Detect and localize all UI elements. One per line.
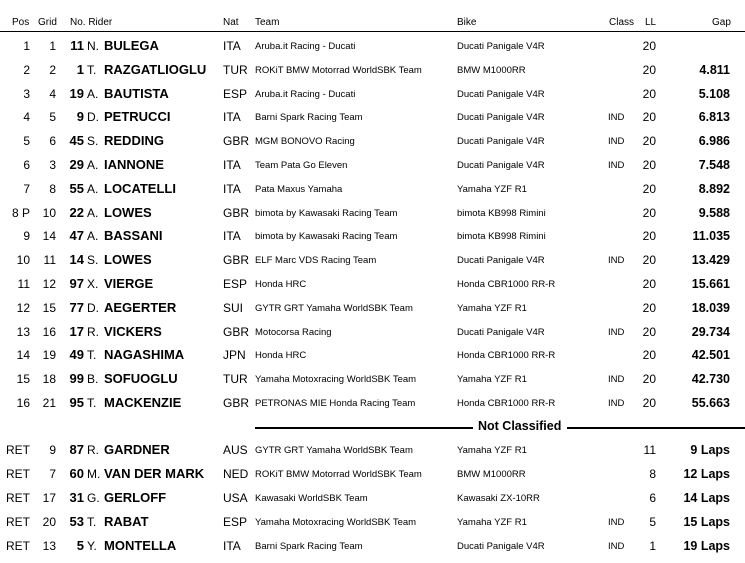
grid-cell: 20 <box>42 515 56 529</box>
grid-cell: 5 <box>49 110 56 125</box>
nationality-cell: ITA <box>223 39 241 53</box>
laps-led-cell: 20 <box>642 253 656 268</box>
laps-led-cell: 20 <box>642 372 656 387</box>
nationality-cell: ITA <box>223 229 241 244</box>
rider-initial-cell: A. <box>87 181 99 196</box>
team-cell: bimota by Kawasaki Racing Team <box>255 231 398 243</box>
header-team: Team <box>255 17 280 28</box>
bike-cell: Ducati Panigale V4R <box>457 541 545 552</box>
rider-name-cell: LOCATELLI <box>104 180 176 196</box>
class-cell: IND <box>608 398 625 409</box>
class-cell: IND <box>608 136 625 148</box>
not-classified-separator <box>255 418 745 438</box>
result-row <box>0 486 745 510</box>
gap-cell: 9.588 <box>698 205 730 220</box>
team-cell: Barni Spark Racing Team <box>255 541 363 552</box>
grid-cell: 12 <box>42 277 56 291</box>
position-cell: RET <box>6 491 30 505</box>
rider-name-cell: LOWES <box>104 204 152 220</box>
team-cell: Team Pata Go Eleven <box>255 160 348 171</box>
bike-number-cell: 77 <box>69 299 84 315</box>
gap-cell: 15 Laps <box>683 515 730 529</box>
class-cell: IND <box>608 326 625 338</box>
rider-initial-cell: R. <box>87 324 99 339</box>
nationality-cell: ESP <box>223 515 248 529</box>
rider-name-cell: VAN DER MARK <box>104 466 205 481</box>
laps-led-cell: 20 <box>642 324 656 339</box>
laps-led-cell: 6 <box>649 491 656 505</box>
gap-cell: 4.811 <box>699 62 730 77</box>
laps-led-cell: 20 <box>642 300 656 315</box>
rider-name-cell: GARDNER <box>104 442 170 457</box>
position-cell: 6 <box>23 158 30 172</box>
gap-cell: 42.730 <box>691 372 730 387</box>
result-row <box>0 272 745 296</box>
class-cell: IND <box>608 160 625 171</box>
bike-cell: Ducati Panigale V4R <box>457 326 545 338</box>
result-row <box>0 82 745 106</box>
rider-name-cell: IANNONE <box>104 157 164 172</box>
team-cell: Aruba.it Racing - Ducati <box>255 88 356 100</box>
position-cell: 4 <box>23 110 30 125</box>
team-cell: Kawasaki WorldSBK Team <box>255 493 368 504</box>
gap-cell: 15.661 <box>691 277 730 291</box>
position-cell: 14 <box>16 348 30 363</box>
rider-name-cell: PETRUCCI <box>104 109 171 125</box>
nationality-cell: ESP <box>223 277 248 291</box>
rider-initial-cell: X. <box>87 277 99 291</box>
grid-cell: 10 <box>42 205 56 220</box>
nationality-cell: GBR <box>223 205 250 220</box>
bike-number-cell: 97 <box>69 276 84 291</box>
rider-name-cell: MACKENZIE <box>104 395 182 410</box>
nationality-cell: ESP <box>223 86 248 101</box>
header-nat: Nat <box>223 17 239 28</box>
bike-cell: BMW M1000RR <box>457 469 526 480</box>
result-row <box>0 248 745 272</box>
class-cell: IND <box>608 255 625 267</box>
laps-led-cell: 20 <box>642 181 656 196</box>
position-cell: 12 <box>16 300 30 315</box>
position-cell: RET <box>6 539 30 553</box>
bike-number-cell: 19 <box>69 85 84 101</box>
bike-cell: Kawasaki ZX-10RR <box>457 493 540 504</box>
position-cell: RET <box>6 467 30 481</box>
nationality-cell: USA <box>223 491 248 505</box>
header-ll: LL <box>645 17 657 28</box>
bike-cell: Ducati Panigale V4R <box>457 41 545 52</box>
rider-name-cell: RABAT <box>104 514 149 529</box>
position-cell: 10 <box>16 253 30 268</box>
rider-initial-cell: B. <box>87 372 99 387</box>
laps-led-cell: 20 <box>642 348 656 363</box>
header-no-rider: No. Rider <box>70 17 113 28</box>
header-gap: Gap <box>712 17 731 28</box>
team-cell: Motocorsa Racing <box>255 326 332 338</box>
team-cell: ROKiT BMW Motorrad WorldSBK Team <box>255 64 422 76</box>
rider-name-cell: RAZGATLIOGLU <box>104 61 207 77</box>
bike-number-cell: 5 <box>76 538 84 553</box>
grid-cell: 8 <box>49 181 56 196</box>
class-cell: IND <box>608 112 625 124</box>
header-pos: Pos <box>12 17 30 28</box>
rider-name-cell: AEGERTER <box>104 299 177 315</box>
grid-cell: 17 <box>42 491 56 505</box>
team-cell: MGM BONOVO Racing <box>255 136 355 148</box>
rider-initial-cell: T. <box>87 348 97 363</box>
result-row <box>0 391 745 415</box>
rider-name-cell: BAUTISTA <box>104 85 169 101</box>
laps-led-cell: 20 <box>642 134 656 149</box>
laps-led-cell: 20 <box>642 62 656 77</box>
bike-cell: Yamaha YZF R1 <box>457 183 527 195</box>
laps-led-cell: 20 <box>642 229 656 244</box>
rider-name-cell: BULEGA <box>104 38 159 53</box>
team-cell: PETRONAS MIE Honda Racing Team <box>255 398 416 409</box>
grid-cell: 16 <box>42 324 56 339</box>
grid-cell: 13 <box>42 539 56 553</box>
bike-number-cell: 55 <box>69 180 84 196</box>
header-bike: Bike <box>457 17 477 28</box>
team-cell: Honda HRC <box>255 279 307 290</box>
gap-cell: 6.986 <box>698 134 730 149</box>
position-cell: 3 <box>23 86 30 101</box>
gap-cell: 8.892 <box>698 181 730 196</box>
laps-led-cell: 20 <box>642 110 656 125</box>
bike-cell: Ducati Panigale V4R <box>457 255 545 267</box>
nationality-cell: GBR <box>223 134 250 149</box>
laps-led-cell: 20 <box>642 39 656 53</box>
laps-led-cell: 8 <box>649 467 656 481</box>
rider-initial-cell: D. <box>87 300 99 315</box>
rider-initial-cell: D. <box>87 110 99 125</box>
rider-initial-cell: M. <box>87 467 101 481</box>
team-cell: ROKiT BMW Motorrad WorldSBK Team <box>255 469 422 480</box>
bike-cell: Honda CBR1000 RR-R <box>457 279 556 290</box>
bike-cell: Honda CBR1000 RR-R <box>457 350 556 362</box>
nationality-cell: GBR <box>223 324 250 339</box>
result-row <box>0 34 745 58</box>
header-grid: Grid <box>38 17 57 28</box>
laps-led-cell: 20 <box>642 205 656 220</box>
position-cell: 15 <box>16 372 30 387</box>
rider-initial-cell: A. <box>87 86 99 101</box>
nationality-cell: JPN <box>223 348 246 363</box>
bike-cell: Yamaha YZF R1 <box>457 302 527 314</box>
laps-led-cell: 20 <box>642 396 656 410</box>
rider-initial-cell: T. <box>87 515 97 529</box>
position-cell: 9 <box>23 229 30 244</box>
bike-cell: Yamaha YZF R1 <box>457 445 527 456</box>
bike-cell: bimota KB998 Rimini <box>457 231 546 243</box>
result-row <box>0 320 745 344</box>
nationality-cell: AUS <box>223 443 248 457</box>
bike-number-cell: 49 <box>69 347 84 363</box>
bike-number-cell: 95 <box>69 395 84 410</box>
rider-name-cell: VICKERS <box>104 323 162 339</box>
grid-cell: 6 <box>49 134 56 149</box>
bike-number-cell: 29 <box>69 157 84 172</box>
result-row <box>0 153 745 177</box>
rider-name-cell: MONTELLA <box>104 538 177 553</box>
result-row <box>0 296 745 320</box>
bike-cell: Yamaha YZF R1 <box>457 517 527 528</box>
class-cell: IND <box>608 374 625 386</box>
gap-cell: 55.663 <box>691 396 730 410</box>
position-cell: 1 <box>23 39 30 53</box>
gap-cell: 13.429 <box>691 253 730 268</box>
grid-cell: 15 <box>42 300 56 315</box>
laps-led-cell: 20 <box>642 158 656 172</box>
rider-initial-cell: N. <box>87 39 99 53</box>
grid-cell: 4 <box>49 86 56 101</box>
bike-cell: BMW M1000RR <box>457 64 526 76</box>
gap-cell: 7.548 <box>698 158 730 172</box>
result-row <box>0 129 745 153</box>
nationality-cell: NED <box>223 467 249 481</box>
team-cell: Yamaha Motoxracing WorldSBK Team <box>255 374 417 386</box>
nationality-cell: TUR <box>223 372 248 387</box>
rider-name-cell: SOFUOGLU <box>104 371 178 387</box>
gap-cell: 9 Laps <box>690 443 730 457</box>
rider-name-cell: REDDING <box>104 133 164 149</box>
laps-led-cell: 20 <box>642 277 656 291</box>
position-cell: 8 P <box>11 205 30 220</box>
bike-number-cell: 14 <box>69 252 84 268</box>
header-class: Class <box>609 17 635 28</box>
result-row <box>0 510 745 534</box>
rider-name-cell: VIERGE <box>104 276 154 291</box>
nationality-cell: ITA <box>223 110 241 125</box>
position-cell: 5 <box>23 134 30 149</box>
rider-name-cell: LOWES <box>104 252 152 268</box>
team-cell: Honda HRC <box>255 350 307 362</box>
team-cell: Aruba.it Racing - Ducati <box>255 41 356 52</box>
result-row <box>0 343 745 367</box>
bike-cell: Ducati Panigale V4R <box>457 88 545 100</box>
laps-led-cell: 5 <box>649 515 656 529</box>
bike-cell: Ducati Panigale V4R <box>457 136 545 148</box>
gap-cell: 14 Laps <box>683 491 730 505</box>
result-row <box>0 58 745 82</box>
gap-cell: 18.039 <box>691 300 730 315</box>
bike-number-cell: 53 <box>69 514 84 529</box>
result-row <box>0 224 745 248</box>
bike-number-cell: 1 <box>76 61 84 77</box>
grid-cell: 21 <box>42 396 56 410</box>
bike-number-cell: 22 <box>69 204 84 220</box>
gap-cell: 5.108 <box>698 86 730 101</box>
position-cell: 11 <box>17 277 30 291</box>
class-cell: IND <box>608 541 625 552</box>
gap-cell: 29.734 <box>691 324 730 339</box>
position-cell: RET <box>6 515 30 529</box>
bike-number-cell: 47 <box>69 228 84 244</box>
laps-led-cell: 20 <box>642 86 656 101</box>
team-cell: GYTR GRT Yamaha WorldSBK Team <box>255 445 413 456</box>
gap-cell: 11.035 <box>692 229 730 244</box>
gap-cell: 6.813 <box>698 110 730 125</box>
bike-number-cell: 17 <box>69 323 84 339</box>
position-cell: 13 <box>16 324 30 339</box>
gap-cell: 19 Laps <box>683 539 730 553</box>
result-row <box>0 105 745 129</box>
rider-initial-cell: T. <box>87 396 97 410</box>
rider-initial-cell: G. <box>87 491 100 505</box>
nationality-cell: TUR <box>223 62 248 77</box>
rider-name-cell: NAGASHIMA <box>104 347 185 363</box>
class-cell: IND <box>608 517 625 528</box>
bike-cell: bimota KB998 Rimini <box>457 207 546 219</box>
result-row <box>0 177 745 201</box>
results-header <box>0 0 745 31</box>
separator-line-right <box>567 427 745 429</box>
rider-initial-cell: S. <box>87 253 99 268</box>
team-cell: Pata Maxus Yamaha <box>255 183 343 195</box>
team-cell: bimota by Kawasaki Racing Team <box>255 207 398 219</box>
grid-cell: 18 <box>42 372 56 387</box>
rider-initial-cell: S. <box>87 134 99 149</box>
bike-cell: Yamaha YZF R1 <box>457 374 527 386</box>
bike-cell: Ducati Panigale V4R <box>457 112 545 124</box>
bike-cell: Honda CBR1000 RR-R <box>457 398 556 409</box>
grid-cell: 19 <box>42 348 56 363</box>
bike-number-cell: 9 <box>76 109 84 125</box>
rider-initial-cell: A. <box>87 229 99 244</box>
team-cell: GYTR GRT Yamaha WorldSBK Team <box>255 302 413 314</box>
team-cell: Barni Spark Racing Team <box>255 112 363 124</box>
result-row <box>0 534 745 558</box>
bike-number-cell: 87 <box>69 442 84 457</box>
grid-cell: 2 <box>49 62 56 77</box>
rider-name-cell: GERLOFF <box>104 490 167 505</box>
result-row <box>0 462 745 486</box>
position-cell: RET <box>6 443 30 457</box>
header-divider <box>0 31 745 32</box>
rider-name-cell: BASSANI <box>104 228 163 244</box>
bike-number-cell: 11 <box>70 38 84 53</box>
bike-number-cell: 45 <box>69 133 84 149</box>
nationality-cell: ITA <box>223 158 241 172</box>
bike-number-cell: 99 <box>69 371 84 387</box>
nationality-cell: SUI <box>223 300 244 315</box>
rider-initial-cell: A. <box>87 158 99 172</box>
rider-initial-cell: R. <box>87 443 99 457</box>
bike-number-cell: 31 <box>69 490 84 505</box>
position-cell: 2 <box>23 62 30 77</box>
bike-number-cell: 60 <box>69 466 84 481</box>
grid-cell: 11 <box>43 253 56 268</box>
rider-initial-cell: A. <box>87 205 99 220</box>
nationality-cell: GBR <box>223 396 250 410</box>
gap-cell: 12 Laps <box>683 467 730 481</box>
rider-initial-cell: Y. <box>87 539 97 553</box>
grid-cell: 3 <box>49 158 56 172</box>
laps-led-cell: 11 <box>643 443 656 457</box>
laps-led-cell: 1 <box>649 539 656 553</box>
result-row <box>0 201 745 225</box>
grid-cell: 9 <box>49 443 56 457</box>
nationality-cell: ITA <box>223 539 241 553</box>
rider-initial-cell: T. <box>87 62 97 77</box>
result-row <box>0 367 745 391</box>
separator-line-left <box>255 427 473 429</box>
team-cell: Yamaha Motoxracing WorldSBK Team <box>255 517 417 528</box>
result-row <box>0 438 745 462</box>
bike-cell: Ducati Panigale V4R <box>457 160 545 171</box>
team-cell: ELF Marc VDS Racing Team <box>255 255 377 267</box>
position-cell: 7 <box>23 181 30 196</box>
grid-cell: 14 <box>42 229 56 244</box>
grid-cell: 7 <box>49 467 56 481</box>
grid-cell: 1 <box>49 39 56 53</box>
not-classified-label: Not Classified <box>478 419 562 433</box>
nationality-cell: GBR <box>223 253 250 268</box>
gap-cell: 42.501 <box>691 348 730 363</box>
nationality-cell: ITA <box>223 181 241 196</box>
position-cell: 16 <box>16 396 30 410</box>
